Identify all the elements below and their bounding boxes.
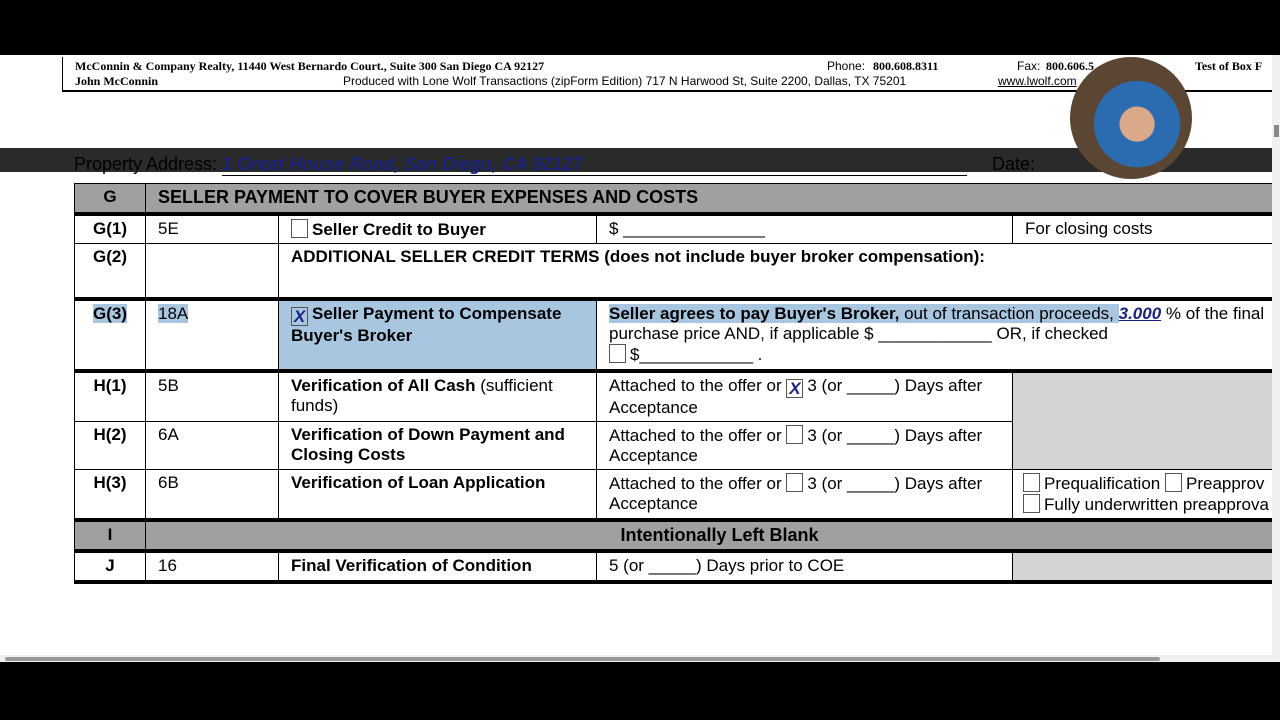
terms-text-2: % of the final purchase price AND, if applicable $ ____________ OR, if checked bbox=[609, 304, 1265, 343]
timing-text: Attached to the offer or bbox=[609, 474, 782, 493]
checkbox[interactable] bbox=[1165, 473, 1182, 492]
property-address-label: Property Address: bbox=[74, 154, 218, 174]
section-code: G bbox=[75, 184, 146, 214]
horizontal-scrollbar[interactable] bbox=[0, 655, 1280, 662]
paragraph-ref: 5E bbox=[146, 214, 279, 244]
row-code: G(1) bbox=[75, 214, 146, 244]
paragraph-ref: 16 bbox=[146, 551, 279, 582]
item-extra: (sufficient funds) bbox=[291, 376, 553, 415]
terms-table bbox=[74, 183, 1280, 584]
table-row bbox=[75, 371, 1280, 422]
paragraph-ref: 6A bbox=[146, 422, 279, 470]
percent-field[interactable]: 3.000 bbox=[1118, 304, 1162, 323]
item-label: Verification of All Cash bbox=[291, 376, 476, 395]
table-row bbox=[75, 551, 1280, 582]
timing-text: Attached to the offer or bbox=[609, 426, 782, 445]
table-row bbox=[75, 214, 1280, 244]
row-code: G(2) bbox=[75, 243, 146, 299]
row-code: H(2) bbox=[75, 422, 146, 470]
checkbox[interactable] bbox=[1023, 494, 1040, 513]
paragraph-ref: 5B bbox=[146, 371, 279, 422]
website-link[interactable]: www.lwolf.com bbox=[998, 74, 1077, 88]
fax-label: Fax: bbox=[1017, 59, 1041, 73]
section-code: I bbox=[75, 520, 146, 551]
item-label: Verification of Down Payment and Closing Costs bbox=[279, 422, 597, 470]
company-info: McConnin & Company Realty, 11440 West Bernardo Court., Suite 300 San Diego CA 92127 bbox=[75, 59, 545, 73]
amount-field[interactable]: $ _______________ bbox=[597, 214, 1013, 244]
property-address bbox=[74, 154, 967, 176]
produced-with: Produced with Lone Wolf Transactions (zipForm Edition) 717 N Harwood St, Suite 2200, Dallas, TX 75201 bbox=[343, 74, 907, 88]
phone: 800.608.8311 bbox=[873, 59, 939, 73]
row-code: G(3) bbox=[93, 304, 127, 323]
webcam-overlay bbox=[1070, 57, 1192, 179]
vertical-scrollbar[interactable] bbox=[1272, 55, 1280, 655]
paragraph-ref: 6B bbox=[146, 470, 279, 521]
terms-bold: Seller agrees to pay Buyer's Broker, bbox=[609, 304, 900, 323]
row-code: H(1) bbox=[75, 371, 146, 422]
checkbox-checked[interactable]: X bbox=[291, 307, 308, 326]
additional-terms[interactable]: ADDITIONAL SELLER CREDIT TERMS (does not include buyer broker compensation): bbox=[279, 243, 1280, 299]
letterbox-bottom bbox=[0, 662, 1280, 720]
scrollbar-thumb[interactable] bbox=[1274, 125, 1279, 137]
table-row bbox=[75, 243, 1280, 299]
days-field[interactable]: 3 (or _____) Days after Acceptance bbox=[609, 426, 983, 465]
table-row bbox=[75, 299, 1280, 371]
row-code: H(3) bbox=[75, 470, 146, 521]
days-field[interactable]: 5 (or _____) Days prior to COE bbox=[597, 551, 1013, 582]
item-label: Seller Credit to Buyer bbox=[312, 219, 486, 239]
paragraph-ref: 18A bbox=[158, 304, 189, 323]
timing-text: Attached to the offer or bbox=[609, 376, 782, 395]
agent-name: John McConnin bbox=[75, 74, 159, 88]
checkbox[interactable] bbox=[786, 425, 803, 444]
days-field[interactable]: 3 (or _____) Days after Acceptance bbox=[609, 474, 983, 513]
terms-text: out of transaction proceeds, bbox=[899, 304, 1119, 323]
file-name: Test of Box F bbox=[1195, 59, 1263, 73]
checkbox[interactable] bbox=[1023, 473, 1040, 492]
scrollbar-thumb[interactable] bbox=[5, 657, 1160, 661]
item-label: Final Verification of Condition bbox=[279, 551, 597, 582]
phone-label: Phone: bbox=[827, 59, 866, 73]
property-address-value[interactable]: 1 Great House Road, San Diego, CA 92127 bbox=[222, 154, 967, 176]
checkbox[interactable] bbox=[291, 219, 308, 238]
row-code: J bbox=[75, 551, 146, 582]
date-label: Date: bbox=[992, 154, 1036, 174]
table-row bbox=[75, 470, 1280, 521]
item-label: Verification of Loan Application bbox=[279, 470, 597, 521]
option-label: Prequalification bbox=[1044, 474, 1161, 493]
fax: 800.606.5 bbox=[1046, 59, 1094, 73]
option-label: Fully underwritten preapprova bbox=[1044, 495, 1269, 514]
section-title: Intentionally Left Blank bbox=[146, 520, 1280, 551]
checkbox-checked[interactable]: X bbox=[786, 379, 803, 398]
note: For closing costs bbox=[1013, 214, 1280, 244]
days-field[interactable]: 3 (or _____) Days after Acceptance bbox=[609, 376, 983, 417]
option-label: Preapprov bbox=[1185, 474, 1265, 493]
item-label: Seller Payment to Compensate Buyer's Broker bbox=[291, 304, 562, 345]
checkbox[interactable] bbox=[786, 473, 803, 492]
checkbox[interactable] bbox=[609, 344, 626, 363]
section-title: SELLER PAYMENT TO COVER BUYER EXPENSES AND COSTS bbox=[146, 184, 1280, 214]
amount-field[interactable]: $____________ . bbox=[630, 345, 763, 364]
